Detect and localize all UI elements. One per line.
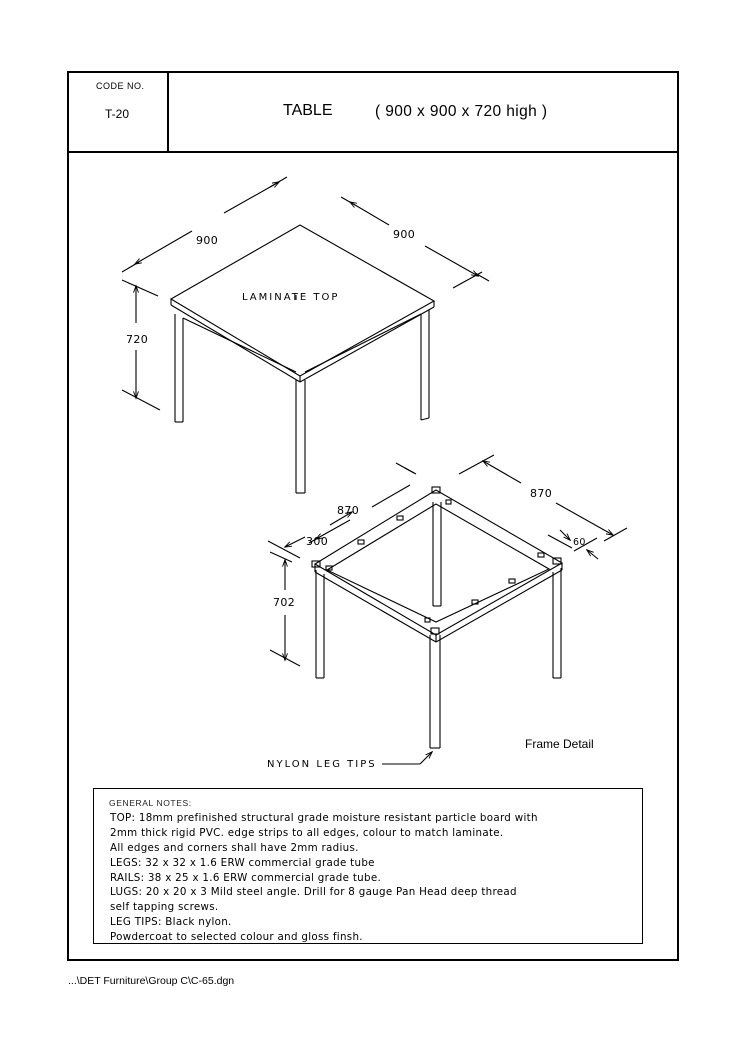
general-notes-box bbox=[93, 788, 643, 944]
label-width-900: 900 bbox=[196, 234, 219, 247]
frame-right-leg bbox=[553, 568, 561, 678]
note-line: RAILS: 38 x 25 x 1.6 ERW commercial grade tube. bbox=[110, 871, 382, 884]
table-top bbox=[171, 225, 434, 382]
dimension-width-900 bbox=[122, 177, 287, 272]
label-height-720: 720 bbox=[126, 333, 149, 346]
frame-front-leg bbox=[430, 635, 440, 748]
drawing-title: TABLE bbox=[283, 102, 333, 119]
note-line: self tapping screws. bbox=[110, 901, 219, 914]
note-line: LEG TIPS: Black nylon. bbox=[110, 916, 232, 929]
general-notes-heading: GENERAL NOTES: bbox=[109, 798, 192, 808]
left-leg bbox=[175, 314, 183, 422]
label-frame-depth-870: 870 bbox=[530, 487, 553, 500]
frame-isometric-view bbox=[268, 455, 627, 764]
dimension-frame-width-870 bbox=[309, 463, 416, 543]
frame-detail-caption: Frame Detail bbox=[525, 737, 594, 751]
label-laminate-top: LAMINATE TOP bbox=[242, 292, 340, 303]
note-line: 2mm thick rigid PVC. edge strips to all edges, colour to match laminate. bbox=[110, 826, 504, 839]
file-path: ...\DET Furniture\Group C\C-65.dgn bbox=[68, 975, 235, 987]
table-isometric-view bbox=[122, 177, 489, 493]
frame-left-leg bbox=[316, 570, 324, 678]
dimension-frame-height-702 bbox=[270, 552, 300, 666]
label-depth-900: 900 bbox=[393, 228, 416, 241]
leg-tips-leader bbox=[382, 752, 432, 764]
general-notes-list bbox=[110, 811, 538, 945]
drawing-dimensions: ( 900 x 900 x 720 high ) bbox=[375, 103, 548, 120]
code-label: CODE NO. bbox=[96, 81, 145, 91]
right-leg bbox=[421, 310, 429, 420]
code-value: T-20 bbox=[105, 107, 130, 121]
label-offset-60: 60 bbox=[573, 537, 586, 548]
note-line: All edges and corners shall have 2mm radius. bbox=[110, 841, 359, 854]
label-nylon-leg-tips: NYLON LEG TIPS bbox=[267, 759, 377, 770]
frame-back-leg bbox=[433, 502, 441, 606]
lugs bbox=[326, 500, 544, 622]
label-lug-300: 300 bbox=[306, 535, 329, 548]
note-line: TOP: 18mm prefinished structural grade moisture resistant particle board with bbox=[110, 812, 538, 824]
dimension-depth-900 bbox=[341, 197, 489, 288]
note-line: LUGS: 20 x 20 x 3 Mild steel angle. Drill for 8 gauge Pan Head deep thread bbox=[110, 886, 517, 899]
label-frame-height-702: 702 bbox=[273, 596, 296, 609]
drawing-labels bbox=[126, 228, 586, 770]
note-line: Powdercoat to selected colour and gloss finsh. bbox=[110, 931, 363, 944]
note-line: LEGS: 32 x 32 x 1.6 ERW commercial grade tube bbox=[110, 856, 375, 869]
label-frame-width-870: 870 bbox=[337, 504, 360, 517]
front-leg bbox=[296, 380, 305, 493]
